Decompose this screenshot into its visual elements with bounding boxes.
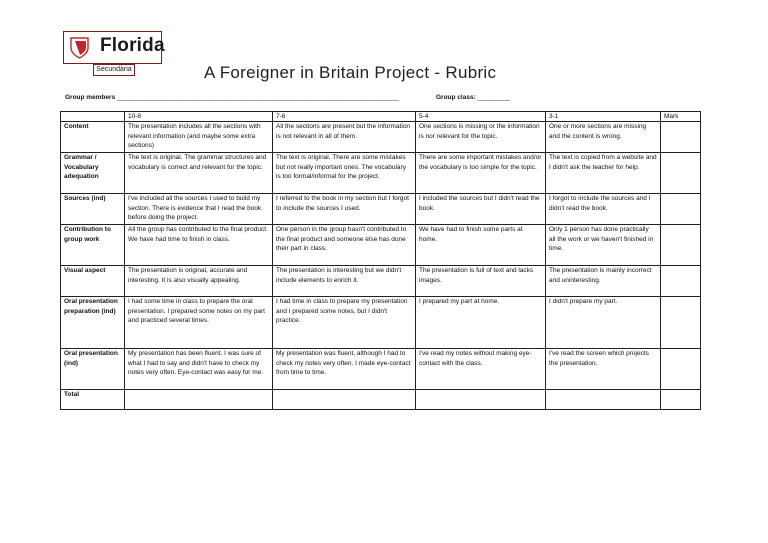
table-row bbox=[61, 194, 701, 225]
rubric-cell: I had time in class to prepare my presentation and I prepared some notes, but I didn't practice. bbox=[273, 297, 416, 349]
group-members-field bbox=[65, 94, 399, 101]
shield-icon bbox=[70, 37, 89, 59]
criterion-cell: Oral presentation preparation (ind) bbox=[61, 297, 125, 349]
header-cell: 7-6 bbox=[273, 112, 416, 122]
mark-cell bbox=[661, 266, 701, 297]
table-row bbox=[61, 297, 701, 349]
mark-cell bbox=[661, 122, 701, 153]
florida-logo bbox=[63, 31, 164, 78]
rubric-cell bbox=[416, 390, 546, 410]
criterion-cell: Content bbox=[61, 122, 125, 153]
rubric-cell: I've read the screen which projects the presentation. bbox=[546, 349, 661, 390]
logo-brand: Florida bbox=[100, 35, 165, 56]
rubric-cell: The presentation is original, accurate and interesting. It is also visually appealing. bbox=[125, 266, 273, 297]
rubric-cell bbox=[546, 390, 661, 410]
rubric-cell: All the sections are present but the information is not relevant in all of them. bbox=[273, 122, 416, 153]
rubric-cell: The presentation is interesting but we didn't include elements to enrich it. bbox=[273, 266, 416, 297]
page-title: A Foreigner in Britain Project - Rubric bbox=[204, 63, 497, 82]
mark-cell bbox=[661, 194, 701, 225]
rubric-cell: I forgot to include the sources and I didn't read the book. bbox=[546, 194, 661, 225]
rubric-cell: I referred to the book in my section but I forgot to include the sources I used. bbox=[273, 194, 416, 225]
rubric-cell: All the group has contributed to the final product. We have had time to finish in class. bbox=[125, 225, 273, 266]
logo-subtitle: Secundària bbox=[93, 64, 135, 76]
rubric-cell: I didn't prepare my part. bbox=[546, 297, 661, 349]
rubric-cell: One sections is missing or the information is nor relevant for the topic. bbox=[416, 122, 546, 153]
criterion-cell: Contribution to group work bbox=[61, 225, 125, 266]
rubric-cell: The presentation is full of text and lacks images. bbox=[416, 266, 546, 297]
rubric-cell: I prepared my part at home. bbox=[416, 297, 546, 349]
mark-cell bbox=[661, 390, 701, 410]
criterion-cell: Visual aspect bbox=[61, 266, 125, 297]
table-row bbox=[61, 225, 701, 266]
mark-cell bbox=[661, 225, 701, 266]
logo-frame bbox=[63, 31, 165, 63]
header-cell: Mark bbox=[661, 112, 701, 122]
table-row bbox=[61, 153, 701, 194]
criterion-cell: Sources (ind) bbox=[61, 194, 125, 225]
rubric-cell: The text is copied from a website and I didn't ask the teacher for help. bbox=[546, 153, 661, 194]
table-row bbox=[61, 266, 701, 297]
criterion-cell: Total bbox=[61, 390, 125, 410]
rubric-cell: My presentation has been fluent. I was sure of what I had to say and didn't have to check my notes very often. Eye-contact was easy for me. bbox=[125, 349, 273, 390]
rubric-cell: My presentation was fluent, although I had to check my notes very often. I made eye-contact from time to time. bbox=[273, 349, 416, 390]
group-class-blank: _________ bbox=[477, 94, 511, 101]
rubric-table bbox=[60, 111, 701, 410]
table-header-row bbox=[61, 112, 701, 122]
rubric-cell: The presentation includes all the sections with relevant information (and maybe some extra sections) bbox=[125, 122, 273, 153]
rubric-cell: I've included all the sources I used to build my section. There is evidence that I read the book before doing the project. bbox=[125, 194, 273, 225]
group-class-field bbox=[436, 94, 510, 101]
rubric-cell: I included the sources but I didn't read the book. bbox=[416, 194, 546, 225]
rubric-cell: I've read my notes without making eye-contact with the class. bbox=[416, 349, 546, 390]
header-cell: 3-1 bbox=[546, 112, 661, 122]
group-members-label: Group members bbox=[65, 94, 116, 101]
rubric-cell: Only 1 person has done practically all the work or we haven't finished in time. bbox=[546, 225, 661, 266]
rubric-cell: The presentation is mainly incorrect and uninteresting. bbox=[546, 266, 661, 297]
rubric-cell: There are some important mistakes and/or the vocabulary is too simple for the topic. bbox=[416, 153, 546, 194]
mark-cell bbox=[661, 153, 701, 194]
table-row bbox=[61, 349, 701, 390]
table-row bbox=[61, 390, 701, 410]
mark-cell bbox=[661, 297, 701, 349]
rubric-cell: The text is original. The grammar structures and vocabulary is correct and relevant for the topic. bbox=[125, 153, 273, 194]
rubric-cell: I had some time in class to prepare the oral presentation. I prepared some notes on my part and practiced several times. bbox=[125, 297, 273, 349]
rubric-cell bbox=[273, 390, 416, 410]
rubric-cell: We have had to finish some parts at home. bbox=[416, 225, 546, 266]
group-class-label: Group class: bbox=[436, 94, 476, 101]
group-members-blank: ______________________________________________________________________________ bbox=[117, 94, 400, 101]
header-cell bbox=[61, 112, 125, 122]
header-cell: 10-8 bbox=[125, 112, 273, 122]
header-cell: 5-4 bbox=[416, 112, 546, 122]
rubric-cell bbox=[125, 390, 273, 410]
table-row bbox=[61, 122, 701, 153]
mark-cell bbox=[661, 349, 701, 390]
criterion-cell: Grammar / Vocabulary adequation bbox=[61, 153, 125, 194]
rubric-cell: One person in the group hasn't contributed to the final product and someone else has done their part in class. bbox=[273, 225, 416, 266]
rubric-cell: One or more sections are missing and the content is wrong. bbox=[546, 122, 661, 153]
criterion-cell: Oral presentation (ind) bbox=[61, 349, 125, 390]
rubric-cell: The text is original. There are some mistakes but not really important ones. The vocabulary is too formal/informal for the project. bbox=[273, 153, 416, 194]
